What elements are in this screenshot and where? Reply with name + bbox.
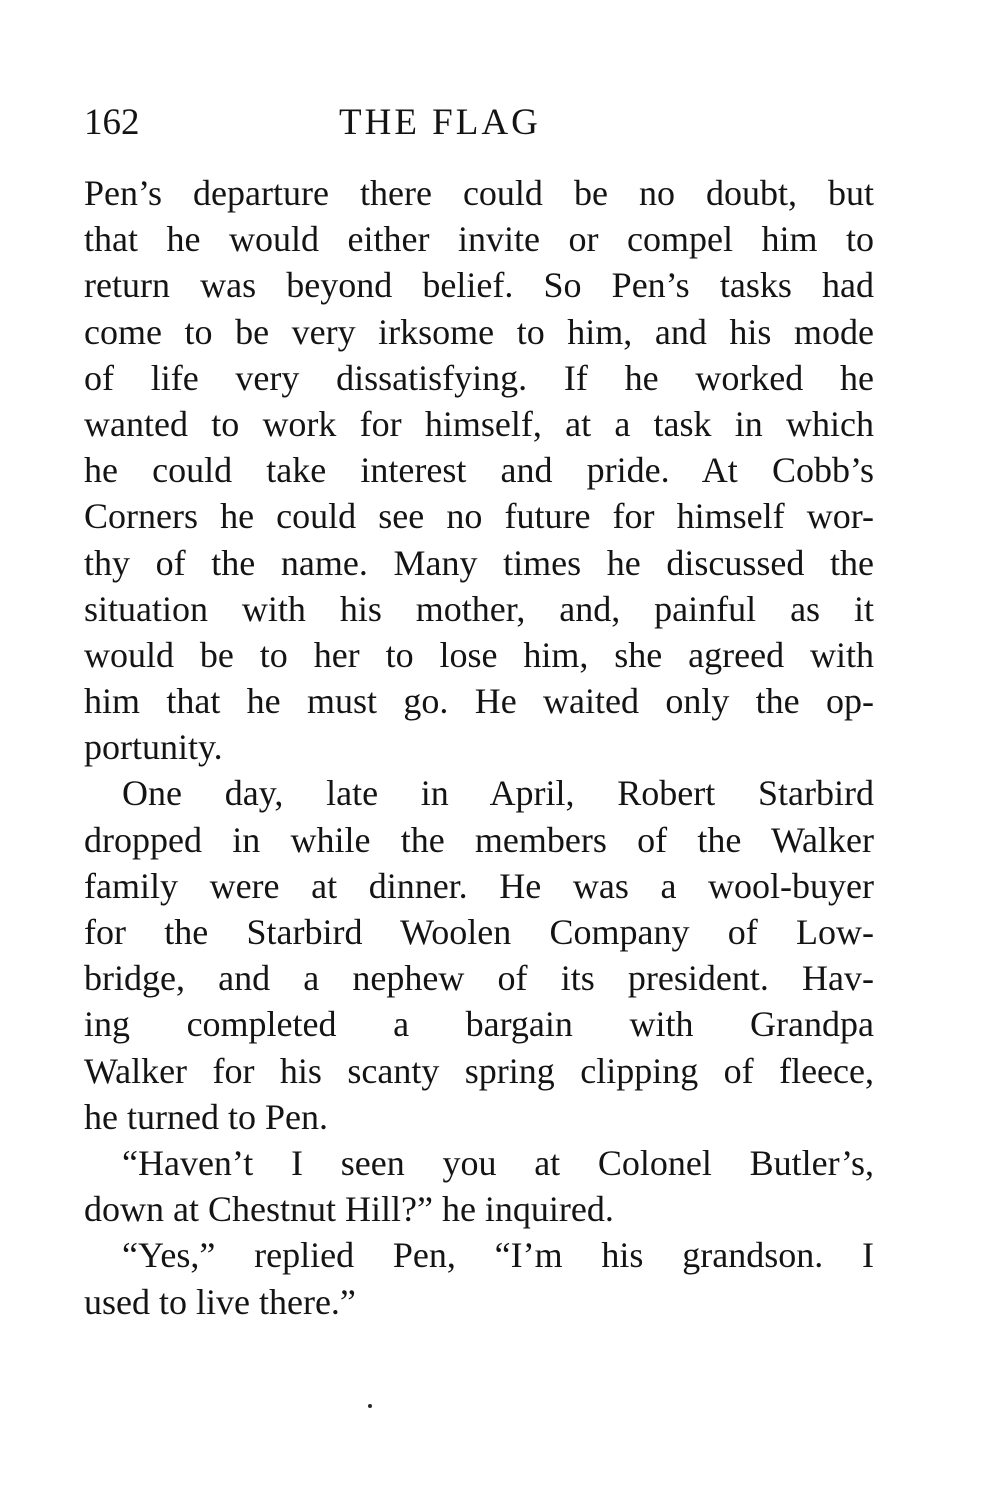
text-line: situation with his mother, and, painful as it bbox=[84, 588, 874, 629]
text-line: bridge, and a nephew of its president. Hav- bbox=[84, 958, 874, 999]
text-line: come to be very irksome to him, and his mode bbox=[84, 311, 874, 352]
running-title: THE FLAG bbox=[339, 102, 541, 143]
text-line: portunity. bbox=[84, 727, 223, 768]
text-line: that he would either invite or compel him to bbox=[84, 219, 874, 260]
text-line: used to live there.” bbox=[84, 1281, 356, 1322]
text-line: dropped in while the members of the Walker bbox=[84, 819, 874, 860]
text-line: “Yes,” replied Pen, “I’m his grandson. I bbox=[122, 1235, 874, 1276]
text-line: down at Chestnut Hill?” he inquired. bbox=[84, 1189, 614, 1230]
text-line: he could take interest and pride. At Cobb’s bbox=[84, 450, 874, 491]
text-line: him that he must go. He waited only the op- bbox=[84, 681, 874, 722]
text-line: for the Starbird Woolen Company of Low- bbox=[84, 912, 874, 952]
text-line: Corners he could see no future for himself wor- bbox=[84, 496, 874, 537]
text-line: return was beyond belief. So Pen’s tasks had bbox=[84, 265, 874, 306]
text-line: would be to her to lose him, she agreed with bbox=[84, 634, 874, 675]
text-line: wanted to work for himself, at a task in which bbox=[84, 403, 874, 444]
text-line: Pen’s departure there could be no doubt, but bbox=[84, 173, 874, 213]
text-line: thy of the name. Many times he discussed the bbox=[84, 542, 874, 583]
text-line: Walker for his scanty spring clipping of fleece, bbox=[84, 1050, 874, 1091]
text-line: ing completed a bargain with Grandpa bbox=[84, 1004, 874, 1045]
text-line: he turned to Pen. bbox=[84, 1096, 328, 1137]
text-line: family were at dinner. He was a wool-buyer bbox=[84, 865, 874, 906]
text-line: of life very dissatisfying. If he worked he bbox=[84, 357, 874, 398]
page-number: 162 bbox=[84, 102, 140, 143]
body-text bbox=[84, 170, 874, 1325]
text-line: One day, late in April, Robert Starbird bbox=[122, 773, 874, 814]
printer-mark bbox=[368, 1404, 372, 1408]
running-head bbox=[84, 98, 874, 148]
text-line: “Haven’t I seen you at Colonel Butler’s, bbox=[122, 1142, 874, 1183]
